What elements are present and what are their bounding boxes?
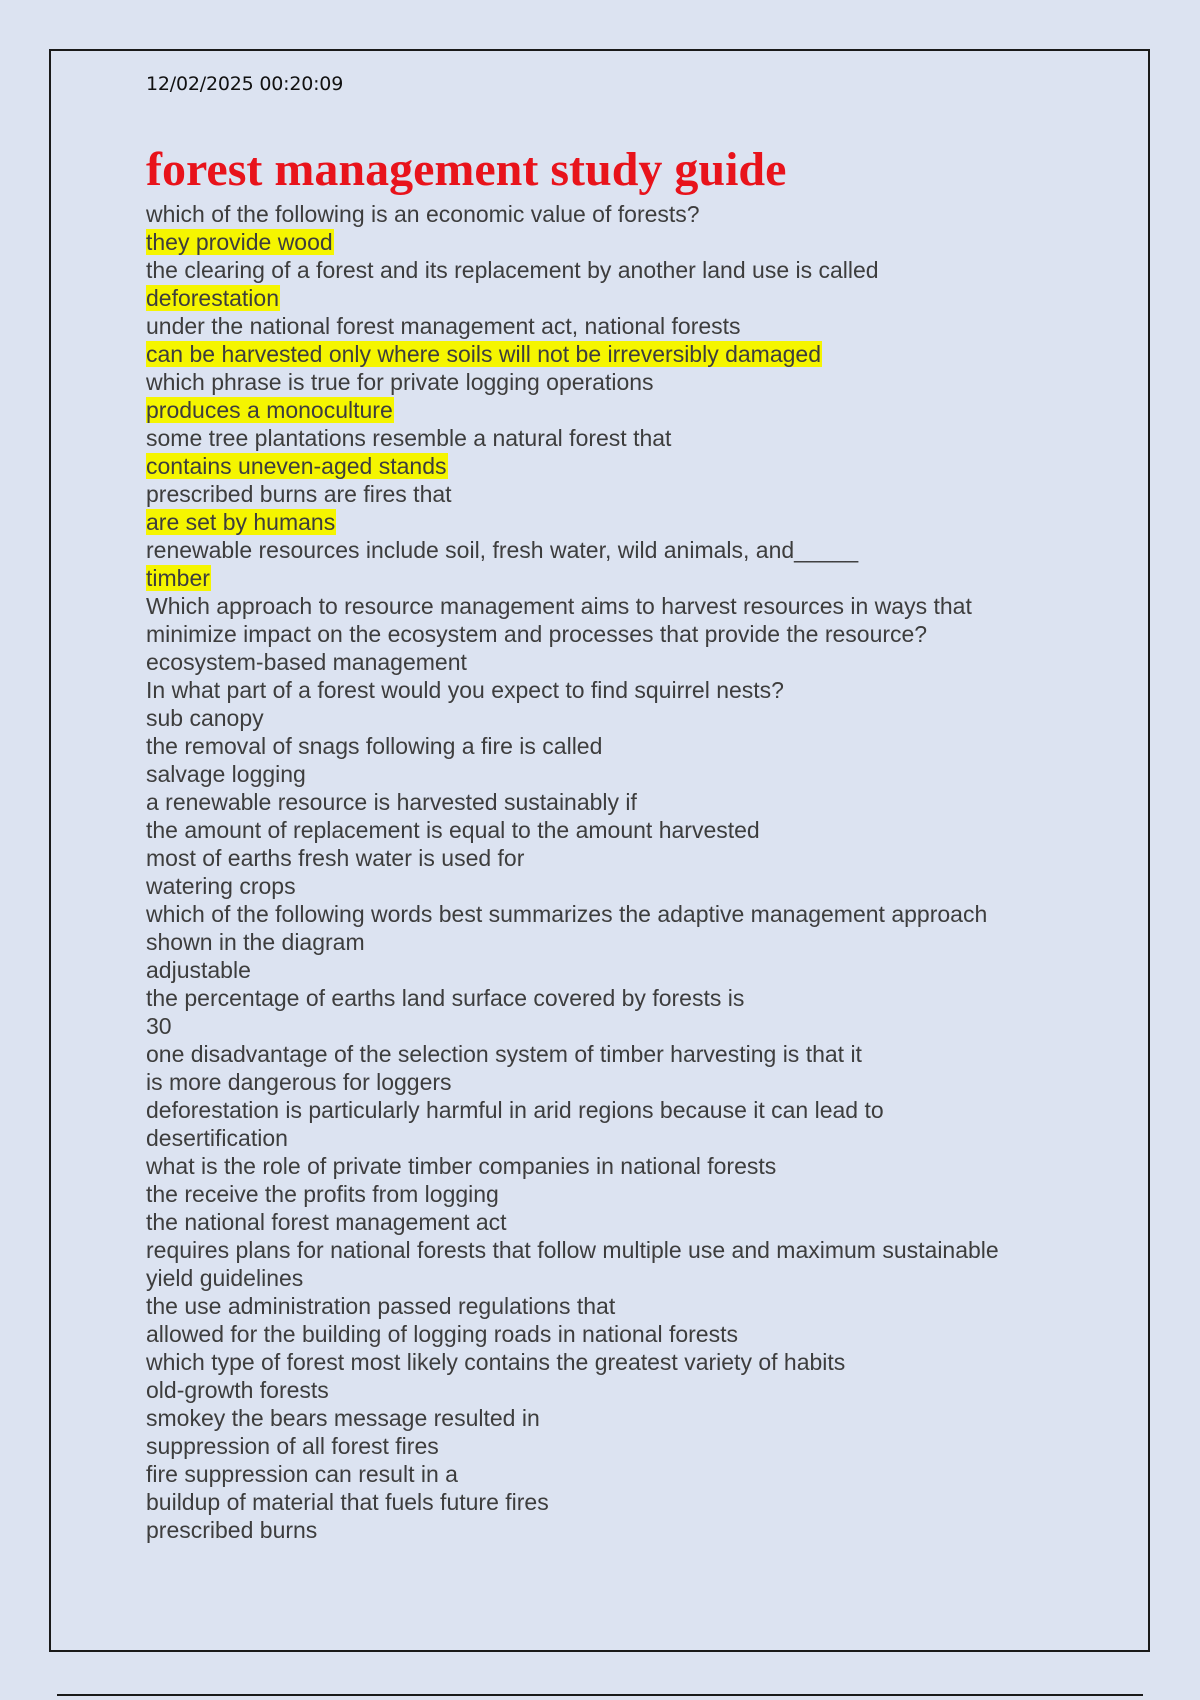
print-timestamp: 12/02/2025 00:20:09 <box>146 73 344 95</box>
page-bottom-rule <box>57 1694 1143 1696</box>
text-line <box>146 256 1066 284</box>
line-text: contains uneven-aged stands <box>146 453 447 479</box>
line-text: the use administration passed regulations that <box>146 1293 616 1319</box>
text-line <box>146 1180 1066 1208</box>
text-line <box>146 984 1066 1012</box>
text-line <box>146 816 1066 844</box>
text-line <box>146 760 1066 788</box>
text-line <box>146 1068 1066 1096</box>
highlighted-answer-line <box>146 284 1066 312</box>
text-line <box>146 1096 1066 1124</box>
text-line <box>146 1264 1066 1292</box>
text-line <box>146 956 1066 984</box>
line-text: prescribed burns <box>146 1517 318 1543</box>
line-text: can be harvested only where soils will not be irreversibly damaged <box>146 341 822 367</box>
text-line <box>146 1040 1066 1068</box>
line-text: which phrase is true for private logging operations <box>146 369 654 395</box>
text-line <box>146 620 1066 648</box>
text-line <box>146 872 1066 900</box>
text-line <box>146 1208 1066 1236</box>
text-line <box>146 1376 1066 1404</box>
text-line <box>146 200 1066 228</box>
text-line <box>146 1152 1066 1180</box>
line-text: they provide wood <box>146 229 333 255</box>
line-text: prescribed burns are fires that <box>146 481 452 507</box>
line-text: In what part of a forest would you expect to find squirrel nests? <box>146 677 784 703</box>
text-line <box>146 1320 1066 1348</box>
line-text: desertification <box>146 1125 288 1151</box>
text-line <box>146 928 1066 956</box>
text-line <box>146 704 1066 732</box>
line-text: the clearing of a forest and its replacement by another land use is called <box>146 257 879 283</box>
highlighted-answer-line <box>146 340 1066 368</box>
line-text: one disadvantage of the selection system of timber harvesting is that it <box>146 1041 862 1067</box>
text-line <box>146 1404 1066 1432</box>
highlighted-answer-line <box>146 508 1066 536</box>
line-text: Which approach to resource management aims to harvest resources in ways that <box>146 593 972 619</box>
line-text: requires plans for national forests that follow multiple use and maximum sustainable <box>146 1237 999 1263</box>
text-line <box>146 676 1066 704</box>
line-text: adjustable <box>146 957 251 983</box>
line-text: the amount of replacement is equal to the amount harvested <box>146 817 760 843</box>
line-text: smokey the bears message resulted in <box>146 1405 540 1431</box>
line-text: what is the role of private timber companies in national forests <box>146 1153 777 1179</box>
text-line <box>146 1292 1066 1320</box>
line-text: deforestation <box>146 285 279 311</box>
line-text: the national forest management act <box>146 1209 507 1235</box>
text-line <box>146 480 1066 508</box>
line-text: are set by humans <box>146 509 336 535</box>
line-text: 30 <box>146 1013 172 1039</box>
line-text: shown in the diagram <box>146 929 365 955</box>
text-line <box>146 312 1066 340</box>
line-text: buildup of material that fuels future fires <box>146 1489 549 1515</box>
text-line <box>146 844 1066 872</box>
text-line <box>146 1488 1066 1516</box>
line-text: produces a monoculture <box>146 397 393 423</box>
text-line <box>146 1516 1066 1544</box>
line-text: some tree plantations resemble a natural forest that <box>146 425 672 451</box>
line-text: a renewable resource is harvested sustainably if <box>146 789 637 815</box>
text-line <box>146 788 1066 816</box>
line-text: fire suppression can result in a <box>146 1461 458 1487</box>
line-text: salvage logging <box>146 761 306 787</box>
text-line <box>146 732 1066 760</box>
line-text: the receive the profits from logging <box>146 1181 499 1207</box>
text-line <box>146 900 1066 928</box>
line-text: deforestation is particularly harmful in arid regions because it can lead to <box>146 1097 884 1123</box>
text-line <box>146 536 1066 564</box>
line-text: suppression of all forest fires <box>146 1433 439 1459</box>
line-text: most of earths fresh water is used for <box>146 845 525 871</box>
text-line <box>146 424 1066 452</box>
line-text: renewable resources include soil, fresh water, wild animals, and_____ <box>146 537 859 563</box>
text-line <box>146 368 1066 396</box>
line-text: which of the following words best summarizes the adaptive management approach <box>146 901 988 927</box>
highlighted-answer-line <box>146 452 1066 480</box>
text-line <box>146 1124 1066 1152</box>
highlighted-answer-line <box>146 564 1066 592</box>
text-line <box>146 1432 1066 1460</box>
line-text: under the national forest management act, national forests <box>146 313 741 339</box>
text-line <box>146 648 1066 676</box>
text-line <box>146 1348 1066 1376</box>
text-line <box>146 1236 1066 1264</box>
line-text: old-growth forests <box>146 1377 329 1403</box>
line-text: allowed for the building of logging roads in national forests <box>146 1321 738 1347</box>
line-text: which of the following is an economic value of forests? <box>146 201 700 227</box>
line-text: the percentage of earths land surface covered by forests is <box>146 985 745 1011</box>
highlighted-answer-line <box>146 396 1066 424</box>
line-text: the removal of snags following a fire is called <box>146 733 603 759</box>
line-text: is more dangerous for loggers <box>146 1069 452 1095</box>
line-text: sub canopy <box>146 705 264 731</box>
line-text: yield guidelines <box>146 1265 304 1291</box>
line-text: which type of forest most likely contains the greatest variety of habits <box>146 1349 846 1375</box>
line-text: timber <box>146 565 210 591</box>
highlighted-answer-line <box>146 228 1066 256</box>
line-text: ecosystem-based management <box>146 649 467 675</box>
study-guide-text <box>146 200 1066 1544</box>
line-text: minimize impact on the ecosystem and processes that provide the resource? <box>146 621 928 647</box>
document-title: forest management study guide <box>146 143 787 196</box>
line-text: watering crops <box>146 873 296 899</box>
text-line <box>146 592 1066 620</box>
text-line <box>146 1460 1066 1488</box>
text-line <box>146 1012 1066 1040</box>
